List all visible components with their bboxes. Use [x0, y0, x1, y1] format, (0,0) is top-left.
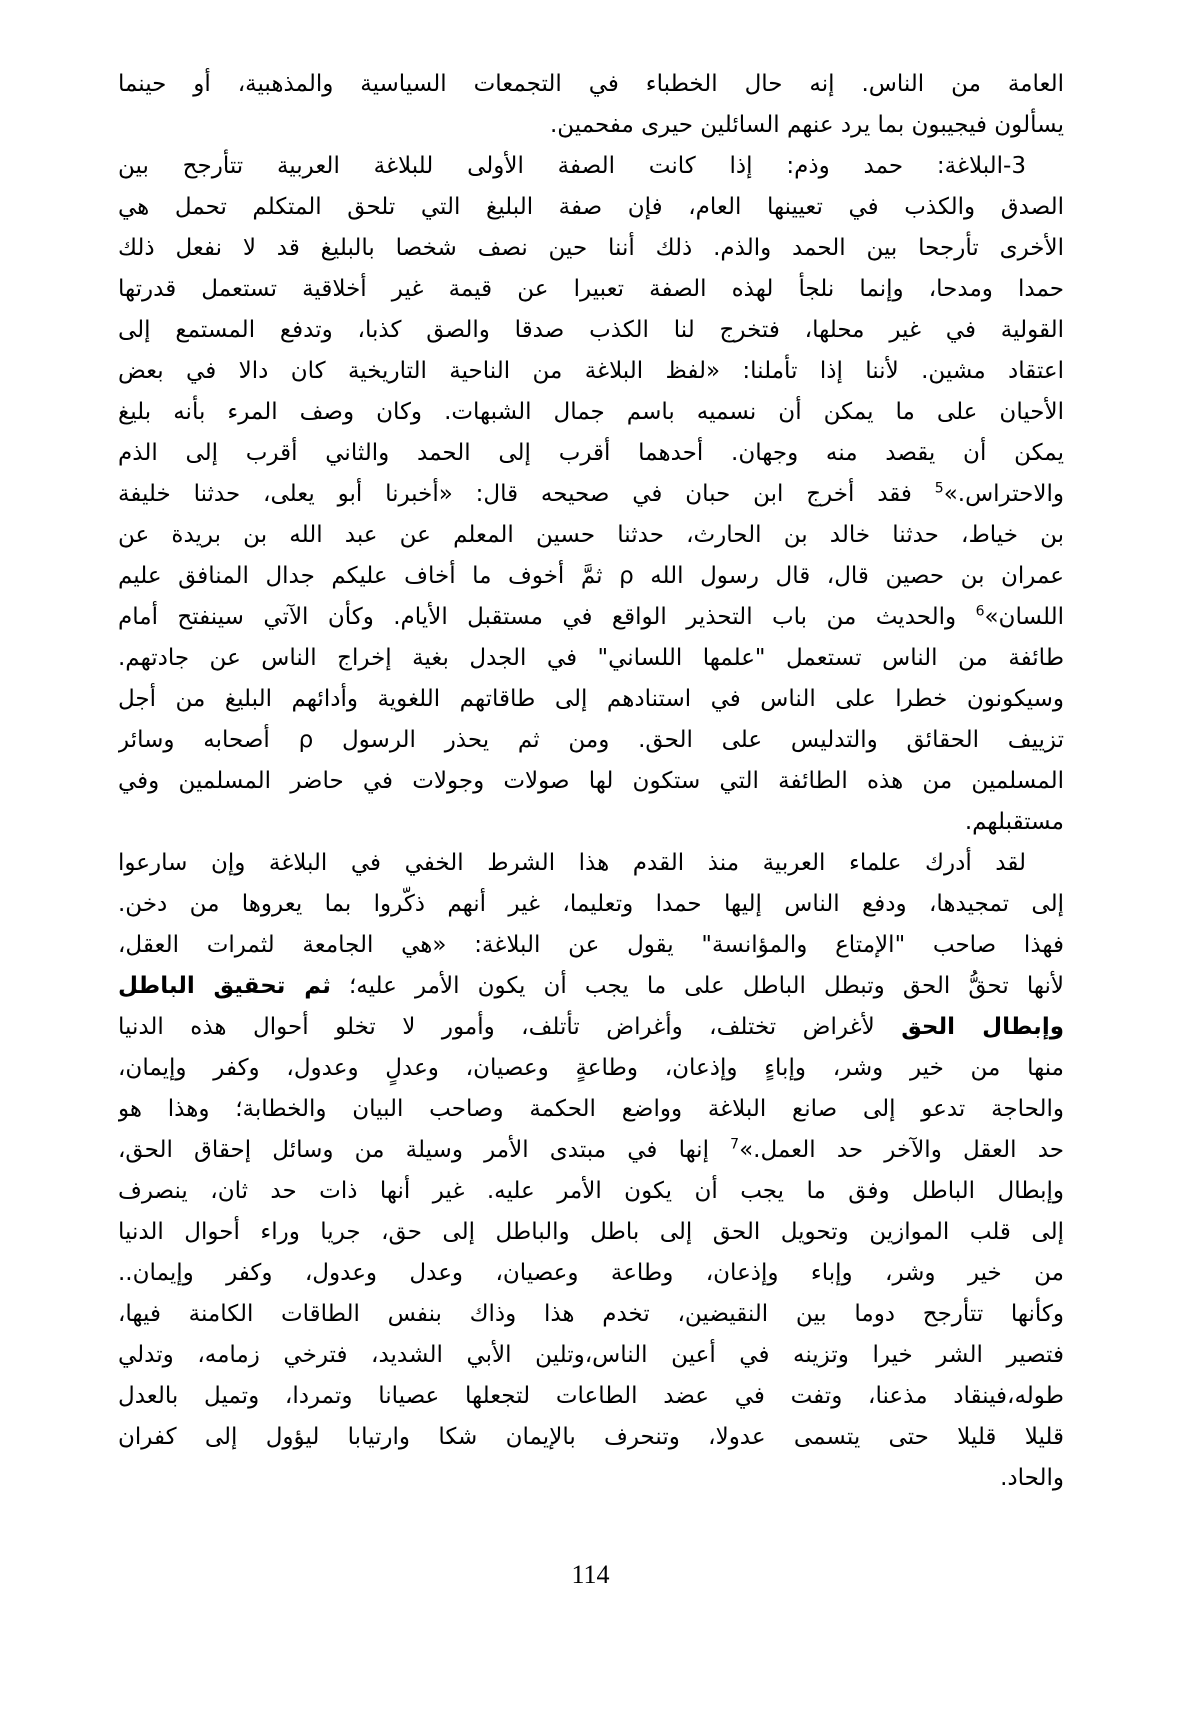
text-line: وإبطال الباطل وفق ما يجب أن يكون الأمر عليه. غير أنها ذات حد ثان، ينصرف — [118, 1178, 1064, 1204]
text-line: إلى قلب الموازين وتحويل الحق إلى باطل والباطل إلى حق، جريا وراء أحوال الدنيا — [118, 1219, 1064, 1245]
text-segment: والحديث من باب التحذير الواقع في مستقبل الأيام. وكأن الآتي سينفتح أمام — [118, 604, 976, 630]
quote-end: والاحتراس.» — [943, 481, 1064, 507]
text-segment: فقد أخرج ابن حبان في صحيحه قال: «أخبرنا أبو يعلى، حدثنا خليفة — [118, 481, 935, 507]
text-segment: إنها في مبتدى الأمر وسيلة من وسائل إحقاق الحق، — [118, 1137, 731, 1163]
quote-end: حد العقل والآخر حد العمل.» — [739, 1137, 1064, 1163]
text-line: بن خياط، حدثنا خالد بن الحارث، حدثنا حسين المعلم عن عبد الله بن بريدة عن — [118, 522, 1064, 548]
text-line — [118, 597, 1064, 638]
text-line: المسلمين من هذه الطائفة التي ستكون لها صولات وجولات في حاضر المسلمين وفي — [118, 768, 1064, 794]
text-line: طائفة من الناس تستعمل "علمها اللساني" في الجدل بغية إخراج الناس عن جادتهم. — [118, 645, 1064, 671]
text-line — [118, 966, 1064, 1007]
text-line: الصدق والكذب في تعيينها العام، فإن صفة البليغ التي تلحق المتكلم تحمل هي — [118, 194, 1064, 220]
text-line: حمدا ومدحا، وإنما نلجأ لهذه الصفة تعبيرا عن قيمة غير أخلاقية تستعمل قدرتها — [118, 276, 1064, 302]
text-segment: لأغراض تختلف، وأغراض تأتلف، وأمور لا تخلو أحوال هذه الدنيا — [118, 1014, 902, 1040]
body-text — [118, 64, 1064, 1499]
text-line: طوله،فينقاد مذعنا، وتفت في عضد الطاعات لتجعلها عصيانا وتمردا، وتميل بالعدل — [118, 1383, 1064, 1409]
text-line: اعتقاد مشين. لأننا إذا تأملنا: «لفظ البلاغة من الناحية التاريخية كان دالا في بعض — [118, 358, 1064, 384]
text-line: يمكن أن يقصد منه وجهان. أحدهما أقرب إلى الحمد والثاني أقرب إلى الذم — [118, 440, 1064, 466]
text-line: تزييف الحقائق والتدليس على الحق. ومن ثم يحذر الرسول ρ أصحابه وسائر — [118, 727, 1064, 753]
text-line: من خير وشر، وإباء وإذعان، وطاعة وعصيان، وعدل وعدول، وكفر وإيمان.. — [118, 1260, 1064, 1286]
text-line: والحاجة تدعو إلى صانع البلاغة وواضع الحكمة وصاحب البيان والخطابة؛ وهذا هو — [118, 1096, 1064, 1122]
section-heading-line: 3-البلاغة: حمد وذم: إذا كانت الصفة الأولى للبلاغة العربية تتأرجح بين — [118, 153, 1026, 179]
bold-phrase: وإبطال الحق — [901, 1014, 1064, 1040]
page-number: 114 — [571, 1560, 610, 1589]
text-line — [118, 474, 1064, 515]
text-segment: لأنها تحقُّ الحق وتبطل الباطل على ما يجب أن يكون الأمر عليه؛ — [330, 973, 1064, 999]
text-line: الأخرى تأرجحا بين الحمد والذم. ذلك أننا حين نصف شخصا بالبليغ قد لا نفعل ذلك — [118, 235, 1064, 261]
text-line: فتصير الشر خيرا وتزينه في أعين الناس،وتلين الأبي الشديد، فترخي زمامه، وتدلي — [118, 1342, 1064, 1368]
quote-end: اللسان» — [984, 604, 1064, 630]
text-line — [118, 1130, 1064, 1171]
text-line: إلى تمجيدها، ودفع الناس إليها حمدا وتعليما، غير أنهم ذكّروا بما يعروها من دخن. — [118, 891, 1064, 917]
text-line: يسألون فيجيبون بما يرد عنهم السائلين حيرى مفحمين. — [549, 112, 1064, 138]
text-line: وسيكونون خطرا على الناس في استنادهم إلى طاقاتهم اللغوية وأدائهم البليغ من أجل — [118, 686, 1064, 712]
paragraph-start-line: لقد أدرك علماء العربية منذ القدم هذا الشرط الخفي في البلاغة وإن سارعوا — [118, 850, 1026, 876]
text-line — [118, 1007, 1064, 1048]
bold-phrase: ثم تحقيق الباطل — [118, 973, 331, 999]
text-line: فهذا صاحب "الإمتاع والمؤانسة" يقول عن البلاغة: «هي الجامعة لثمرات العقل، — [118, 932, 1064, 958]
text-line: عمران بن حصين قال، قال رسول الله ρ ثمَّ أخوف ما أخاف عليكم جدال المنافق عليم — [118, 563, 1064, 589]
text-line: والحاد. — [1000, 1465, 1064, 1491]
footnote-ref: 7 — [730, 1136, 740, 1153]
text-line: الأحيان على ما يمكن أن نسميه باسم جمال الشبهات. وكان وصف المرء بأنه بليغ — [118, 399, 1064, 425]
text-line: العامة من الناس. إنه حال الخطباء في التجمعات السياسية والمذهبية، أو حينما — [118, 71, 1064, 97]
text-line: مستقبلهم. — [964, 809, 1064, 835]
footnote-ref: 5 — [934, 480, 944, 497]
text-line: القولية في غير محلها، فتخرج لنا الكذب صدقا والصق كذبا، وتدفع المستمع إلى — [118, 317, 1064, 343]
text-line: وكأنها تتأرجح دوما بين النقيضين، تخدم هذا وذاك بنفس الطاقات الكامنة فيها، — [118, 1301, 1064, 1327]
footnote-ref: 6 — [975, 603, 985, 620]
text-line: قليلا قليلا حتى يتسمى عدولا، وتنحرف بالإيمان شكا وارتيابا ليؤول إلى كفران — [118, 1424, 1064, 1450]
text-line: منها من خير وشر، وإباءٍ وإذعان، وطاعةٍ وعصيان، وعدلٍ وعدول، وكفر وإيمان، — [118, 1055, 1064, 1081]
